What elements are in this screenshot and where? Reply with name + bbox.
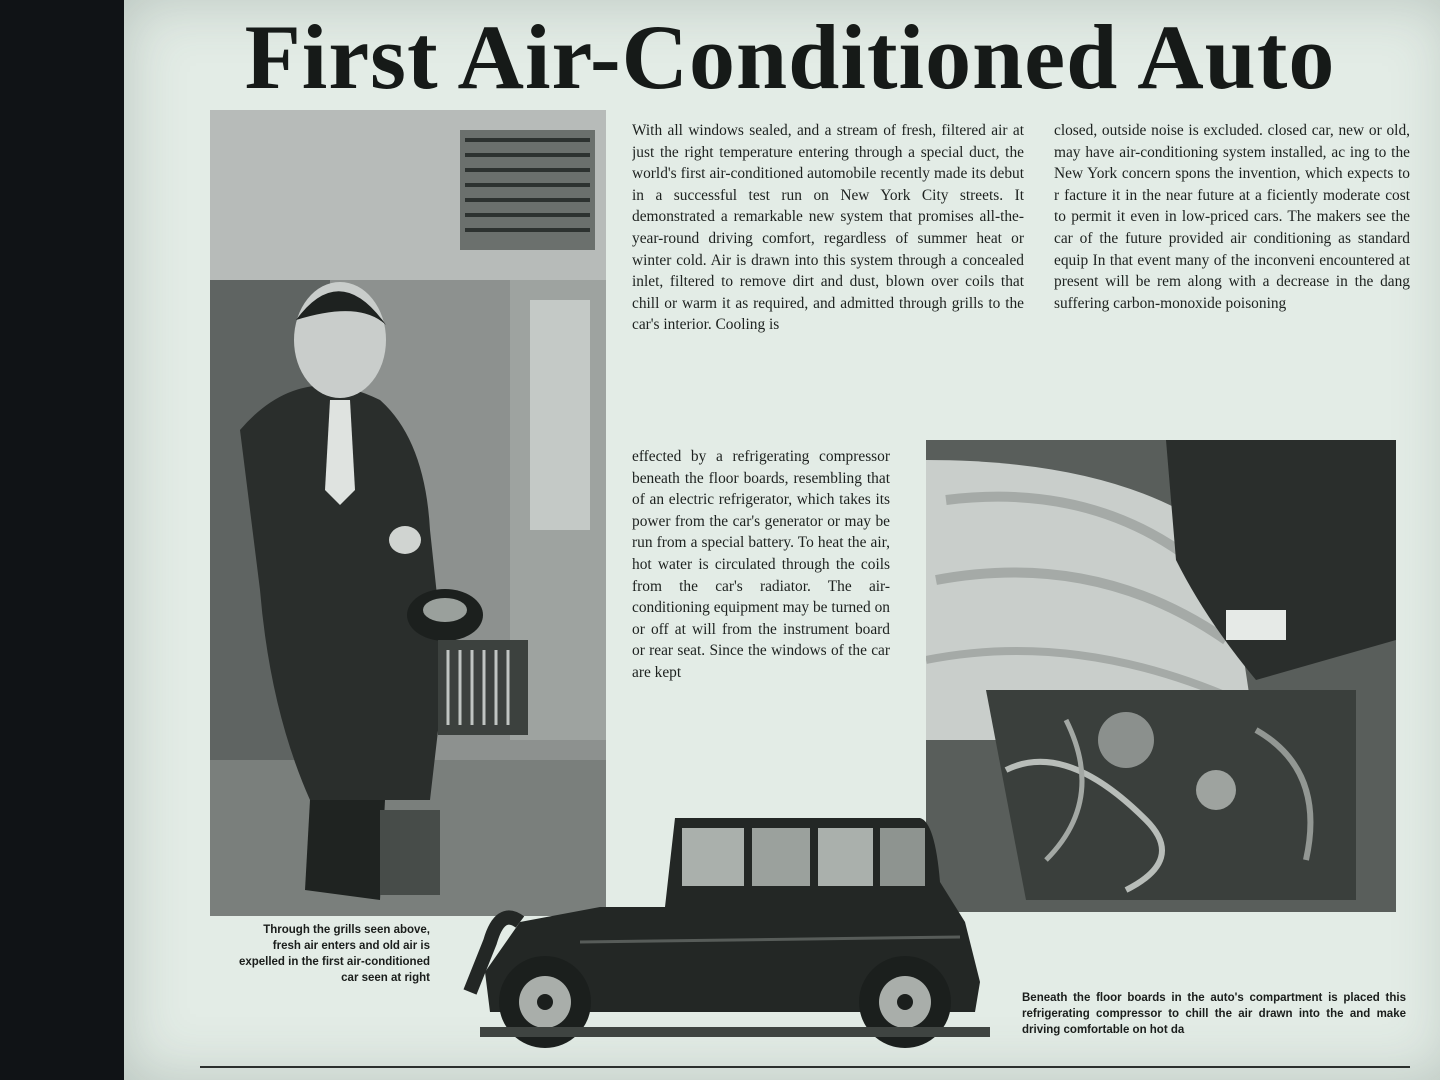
photo-man-with-grill [210, 110, 606, 916]
article-title: First Air-Conditioned Auto [244, 6, 1336, 108]
caption-right: Beneath the floor boards in the auto's compartment is placed this refrigerating compressor to chill the air drawn into the and make driving comfortable on hot da [1022, 992, 1406, 1036]
article-column-1-continued: effected by a refrigerating compressor beneath the floor boards, resembling that of an electric refrigerator, which takes its power from the car's generator or may be run from a special battery. To heat the air, hot water is circulated through the coils from the car's radiator. The air-conditioning equipment may be turned on or off at will from the instrument board or rear seat. Since the windows of the car are kept [632, 448, 890, 681]
caption-left: Through the grills seen above, fresh air enters and old air is expelled in the first air-conditioned car seen at right [238, 924, 430, 984]
article-column-1: With all windows sealed, and a stream of fresh, filtered air at just the right temperature entering through a special duct, the world's first air-conditioned automobile recently made its debut in a successful test run on New York City streets. It demonstrated a remarkable new system that promises all-the-year-round driving comfort, regardless of summer heat or winter cold. Air is drawn into this system through a concealed inlet, filtered to remove dirt and dust, blown over coils that chill or warm it as required, and admitted through grills to the car's interior. Cooling is [632, 122, 1024, 334]
photo-air-conditioned-car [460, 812, 1000, 1048]
bottom-rule [200, 1066, 1410, 1068]
article-column-2: closed, outside noise is excluded. closed car, new or old, may have air-conditioning system installed, ac ing to the New York concern spons the invention, which expects to r facture it in the near future at a ficiently moderate cost to permit it even in low-priced cars. The makers see the car of the future provided air conditioning as standard equip In that event many of the inconveni encountered at present will be rem along with a decrease in the dang suffering carbon-monoxide poisoning [1054, 122, 1410, 312]
